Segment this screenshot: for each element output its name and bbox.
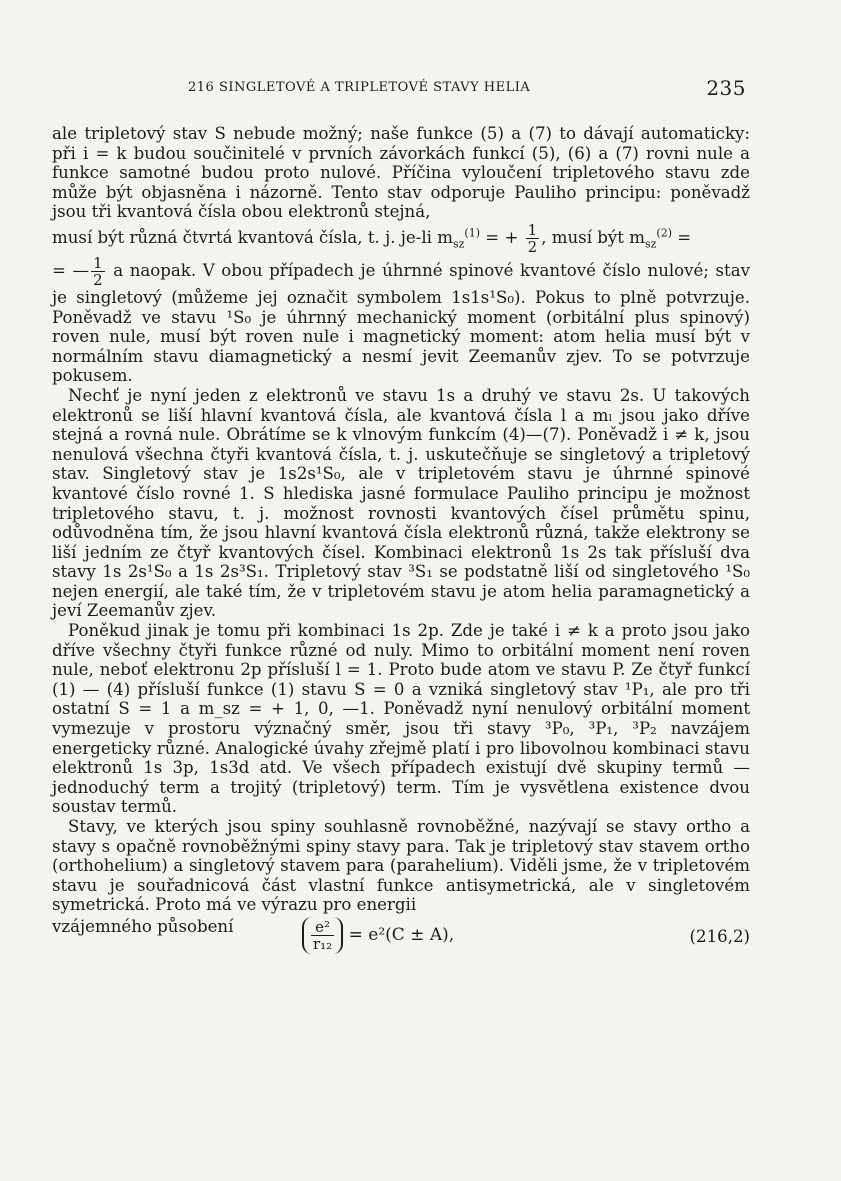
equation-lead-text: vzájemného působení [52, 916, 234, 936]
page-body [52, 124, 750, 971]
equation-number: (216,2) [689, 926, 750, 946]
text-fragment: = — [52, 260, 90, 280]
page-number: 235 [706, 76, 746, 100]
equation-row [52, 917, 750, 971]
paragraph-4: Stavy, ve kterých jsou spiny souhlasně rovnoběžné, nazývají se stavy ortho a stavy s opačně rovnoběžnými spiny stavy para. Tak je tripletový stav stavem ortho (orthohelium) a singletový stavem para (parahelium). Viděli jsme, že v tripletovém stavu je souřadnicová část vlastní funkce antisymetrická, ale v singletovém symetrická. Proto má ve výrazu pro energii [52, 817, 750, 915]
m1-superscript: (1) [464, 226, 481, 240]
m-subscript: sz [452, 237, 465, 251]
text-fragment: = + [480, 227, 524, 247]
fraction-denominator: 2 [527, 237, 538, 256]
m2-superscript: (2) [656, 226, 672, 240]
paragraph-2: Nechť je nyní jeden z elektronů ve stavu 1s a druhý ve stavu 2s. U takových elektronů se liší hlavní kvantová čísla, ale kvantová čísla l a mₗ jsou jako dříve stejná a rovná nule. Obrátíme se k vlnovým funkcím (4)—(7). Poněvadž i ≠ k, jsou nenulová všechna čtyři kvantová čísla, t. j. uskutečňuje se singletový a tripletový stav. Singletový stav je 1s2s¹S₀, ale v tripletovém stavu je úhrnné spinové kvantové číslo rovné 1. S hlediska jasné formulace Pauliho principu je možnost tripletového stavu, t. j. možnost rovnosti kvantových čísel průmětu spinu, odůvodněna tím, že jsou hlavní kvantová čísla elektronů různá, takže elektrony se liší jedním ze čtyř kvantových čísel. Kombinaci elektronů 1s 2s tak přísluší dva stavy 1s 2s¹S₀ a 1s 2s³S₁. Tripletový stav ³S₁ se podstatně liší od singletového ¹S₀ nejen energií, ale také tím, že v tripletovém stavu je atom helia paramagnetický a jeví Zeemanův zjev. [52, 385, 750, 621]
fraction-one-half [526, 222, 540, 255]
text-fragment: , musí být m [541, 227, 645, 247]
formula-rhs: = e²(C ± A), [343, 924, 455, 945]
m-subscript: sz [644, 237, 657, 251]
fraction-denominator: 2 [93, 270, 103, 289]
page-header [52, 76, 750, 100]
average-bracket [302, 917, 343, 954]
paragraph-1-continuation: a naopak. V obou případech je úhrnné spinové kvantové číslo nulové; stav je singletový (můžeme jej označit symbolem 1s1s¹S₀). Pokus to plně potvrzuje. Poněvadž ve stavu ¹S₀ je úhrnný mechanický moment (orbitální plus spinový) roven nule, musí být roven nule i magnetický moment: atom helia musí být v normálním stavu diamagnetický a nesmí jevit Zeemanův zjev. To se potvrzuje pokusem. [52, 260, 750, 386]
fraction-one-half [91, 255, 105, 288]
formula-denominator: r₁₂ [313, 934, 333, 953]
paragraph-1-text: ale tripletový stav S nebude možný; naše funkce (5) a (7) to dávají automaticky: při i = k budou součinitelé v prvních závorkách funkcí (5), (6) a (7) rovni nule a funkce samotné budou proto nulové. Příčina vyloučení tripletového stavu zde může být objasněna i názorně. Tento stav odporuje Pauliho principu: poněvadž jsou tři kvantová čísla obou elektronů stejná, [52, 124, 750, 222]
paragraph-3: Poněkud jinak je tomu při kombinaci 1s 2p. Zde je také i ≠ k a proto jsou jako dříve všechny čtyři funkce různé od nuly. Mimo to orbitální moment není roven nule, neboť elektronu 2p přísluší l = 1. Proto bude atom ve stavu P. Ze čtyř funkcí (1) — (4) přísluší funkce (1) stavu S = 0 a vzniká singletový stav ¹P₁, ale pro tři ostatní S = 1 a m_sz = + 1, 0, —1. Poněvadž nyní nenulový orbitální moment vymezuje v prostoru význačný směr, jsou tři stavy ³P₀, ³P₁, ³P₂ navzájem energeticky různé. Analogické úvahy zřejmě platí i pro libovolnou kombinaci stavu elektronů 1s 3p, 1s3d atd. Ve všech případech existují dvě skupiny termů — jednoduchý term a trojitý (tripletový) term. Tím je vysvětlena existence dvou soustav termů. [52, 621, 750, 817]
formula-numerator: e² [311, 919, 334, 936]
paragraph-1 [52, 124, 750, 386]
running-title: 216 SINGLETOVÉ A TRIPLETOVÉ STAVY HELIA [188, 80, 531, 95]
fraction-numerator: 1 [527, 220, 538, 239]
fraction-numerator: 1 [93, 253, 103, 272]
e2-over-r12 [311, 919, 334, 952]
energy-formula [302, 917, 454, 954]
text-fragment: musí být různá čtvrtá kvantová čísla, t. j. je-li m [52, 227, 453, 247]
quantum-number-line: musí být různá čtvrtá kvantová čísla, t. j. je-li $m_{sz}^{(1)}$ = + $\frac{1}{2}$ , musí být $m_{sz}^{(2)}$ = [52, 220, 692, 256]
